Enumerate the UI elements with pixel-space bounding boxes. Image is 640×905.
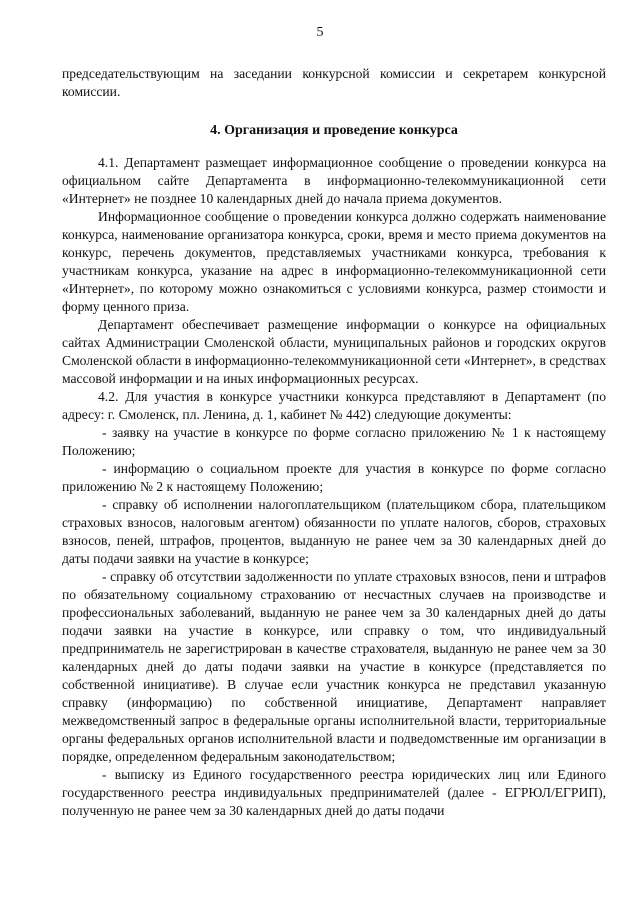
document-body (62, 65, 606, 820)
paragraph-department-publication: Департамент обеспечивает размещение информации о конкурсе на официальных сайтах Администрации Смоленской области, муниципальных районов и городских округов Смоленской области в информационно-телекоммуникационной сети «Интернет», в средствах массовой информации и на иных информационных ресурсах. (62, 317, 606, 386)
paragraph-4-1: 4.1. Департамент размещает информационное сообщение о проведении конкурса на официальном сайте Департамента в информационно-телекоммуникационной сети «Интернет» не позднее 10 календарных дней до начала приема документов. (62, 155, 606, 206)
paragraph-info-message: Информационное сообщение о проведении конкурса должно содержать наименование конкурса, наименование организатора конкурса, сроки, время и место приема документов на конкурс, перечень документов, представляемых участниками конкурса, требования к участникам конкурса, указание на адрес в информационно-телекоммуникационной сети «Интернет», по которому можно ознакомиться с условиями конкурса, размер стоимости и форму ценного приза. (62, 209, 606, 314)
section-heading: 4. Организация и проведение конкурса (210, 123, 458, 138)
list-item-insurance-certificate: - справку об отсутствии задолженности по уплате страховых взносов, пени и штрафов по обязательному социальному страхованию от несчастных случаев на производстве и профессиональных заболеваний, выданную не ранее чем за 30 календарных дней до даты подачи заявки на участие в конкурсе, или справку о том, что индивидуальный предприниматель не зарегистрирован в качестве страхователя, выданную не ранее чем за 30 календарных дней до даты подачи заявки на участие в конкурсе (представляется по собственной инициативе). В случае если участник конкурса не представил указанную справку (информацию) по собственной инициативе, Департамент направляет межведомственный запрос в федеральные органы исполнительной власти, территориальные органы федеральных органов исполнительной власти и подведомственные им организации в порядке, определенном федеральным законодательством; (62, 569, 606, 764)
list-item-application: - заявку на участие в конкурсе по форме согласно приложению № 1 к настоящему Положению; (62, 425, 606, 458)
page-number: 5 (316, 25, 324, 40)
intro-paragraph: председательствующим на заседании конкурсной комиссии и секретарем конкурсной комиссии. (62, 66, 606, 99)
list-item-project-info: - информацию о социальном проекте для участия в конкурсе по форме согласно приложению № 2 к настоящему Положению; (62, 461, 606, 494)
list-item-registry-extract: - выписку из Единого государственного реестра юридических лиц или Единого государственного реестра индивидуальных предпринимателей (далее - ЕГРЮЛ/ЕГРИП), полученную не ранее чем за 30 календарных дней до даты подачи (62, 767, 606, 818)
paragraph-4-2: 4.2. Для участия в конкурсе участники конкурса представляют в Департамент (по адресу: г. Смоленск, пл. Ленина, д. 1, кабинет № 442) следующие документы: (62, 389, 606, 422)
list-item-tax-certificate: - справку об исполнении налогоплательщиком (плательщиком сбора, плательщиком страховых взносов, налоговым агентом) обязанности по уплате налогов, сборов, страховых взносов, пеней, штрафов, процентов, выданную не ранее чем за 30 календарных дней до даты подачи заявки на участие в конкурсе; (62, 497, 606, 566)
